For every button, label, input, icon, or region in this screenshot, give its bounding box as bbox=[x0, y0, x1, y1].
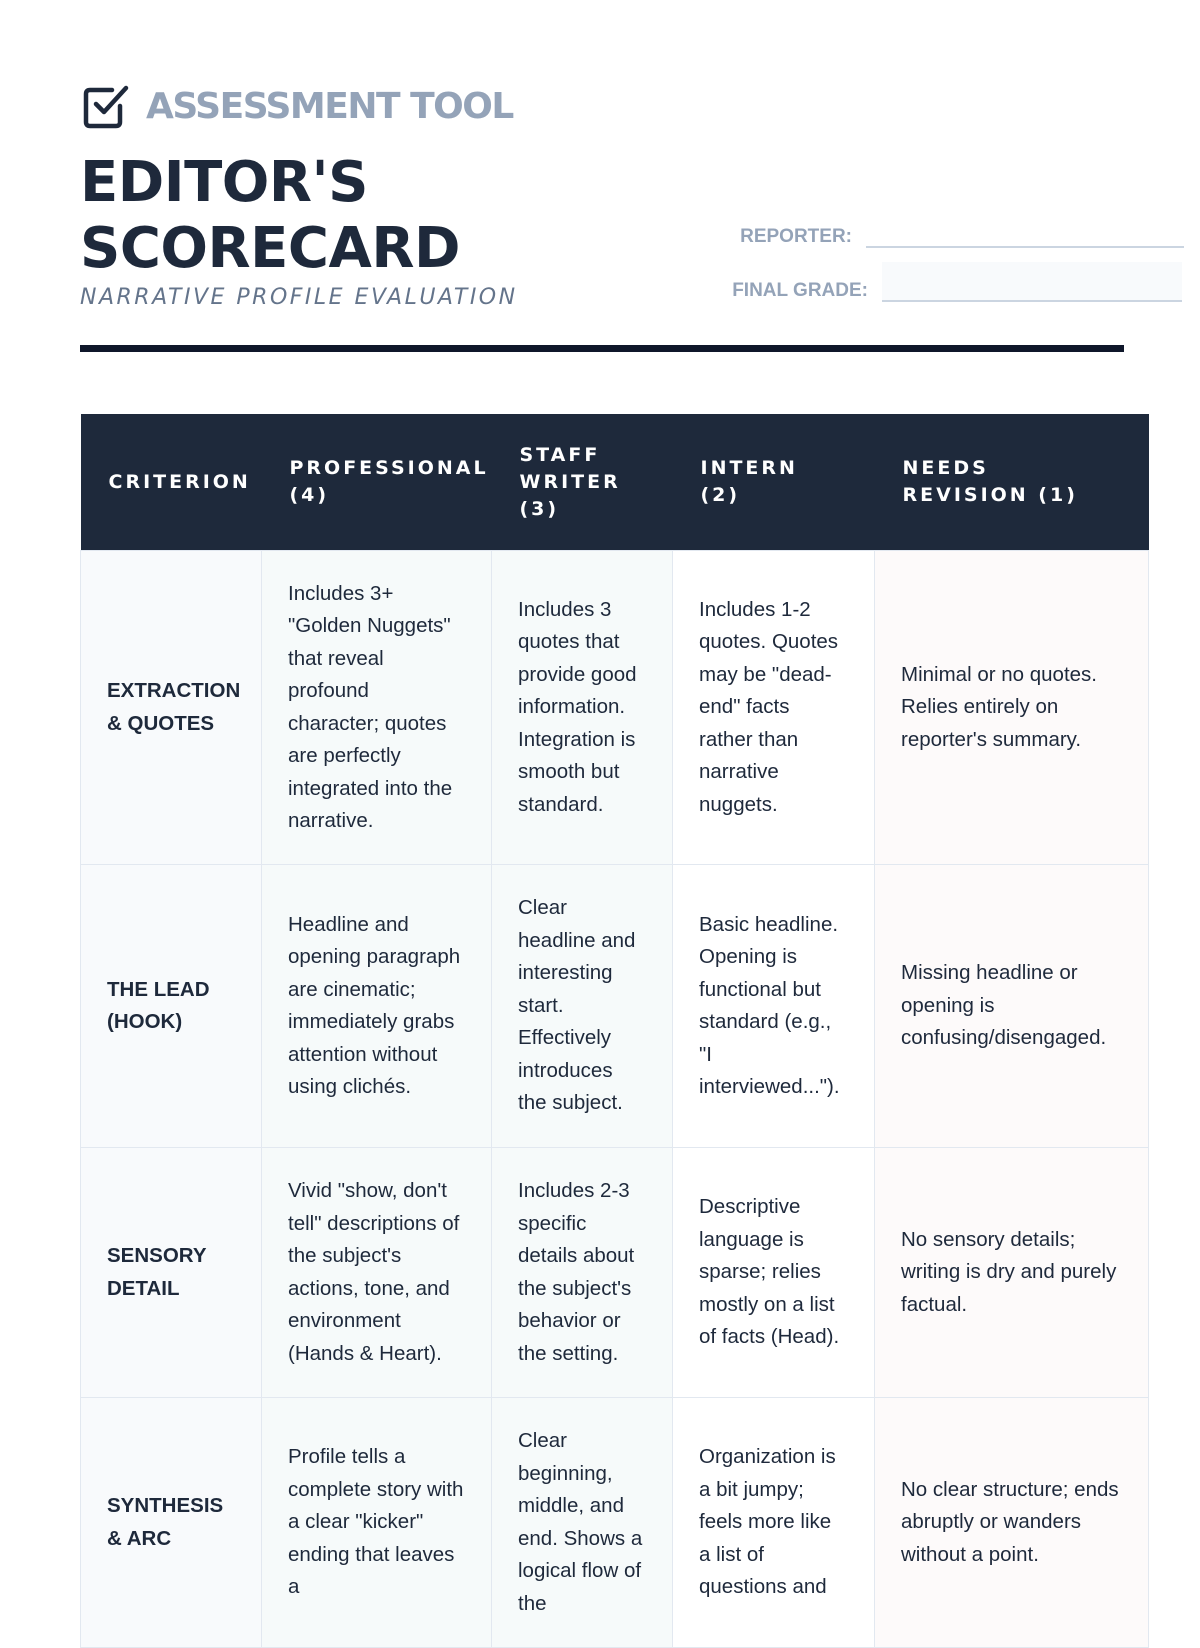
final-grade-label: FINAL GRADE: bbox=[732, 280, 868, 301]
rubric-cell: Missing headline or opening is confusing/disengaged. bbox=[875, 865, 1149, 1148]
rubric-cell: Clear headline and interesting start. Effectively introduces the subject. bbox=[492, 865, 673, 1148]
column-header-criterion: CRITERION bbox=[81, 414, 262, 551]
column-header-needs-revision: NEEDS REVISION (1) bbox=[875, 414, 1149, 551]
kicker-label: ASSESSMENT TOOL bbox=[146, 85, 513, 127]
rubric-cell: No sensory details; writing is dry and purely factual. bbox=[875, 1148, 1149, 1398]
criterion-cell: THE LEAD (HOOK) bbox=[81, 865, 262, 1148]
rubric-cell: Includes 1-2 quotes. Quotes may be "dead-end" facts rather than narrative nuggets. bbox=[673, 551, 875, 865]
final-grade-input[interactable] bbox=[882, 262, 1182, 302]
checkbox-check-icon bbox=[80, 80, 132, 132]
page-subtitle: NARRATIVE PROFILE EVALUATION bbox=[80, 285, 518, 310]
rubric-cell: Descriptive language is sparse; relies mostly on a list of facts (Head). bbox=[673, 1148, 875, 1398]
rubric-cell: Clear beginning, middle, and end. Shows a logical flow of the bbox=[492, 1398, 673, 1648]
table-row bbox=[81, 1398, 1149, 1648]
rubric-cell: Includes 3+ "Golden Nuggets" that reveal profound character; quotes are perfectly integrated into the narrative. bbox=[262, 551, 492, 865]
reporter-field-row bbox=[660, 210, 1184, 250]
table-row bbox=[81, 1148, 1149, 1398]
table-row bbox=[81, 865, 1149, 1148]
column-header-staff-writer: STAFF WRITER (3) bbox=[492, 414, 673, 551]
rubric-cell: Includes 3 quotes that provide good information. Integration is smooth but standard. bbox=[492, 551, 673, 865]
rubric-cell: Vivid "show, don't tell" descriptions of the subject's actions, tone, and environment (Hands & Heart). bbox=[262, 1148, 492, 1398]
reporter-input[interactable] bbox=[866, 210, 1184, 248]
criterion-cell: EXTRACTION & QUOTES bbox=[81, 551, 262, 865]
rubric-cell: Includes 2-3 specific details about the subject's behavior or the setting. bbox=[492, 1148, 673, 1398]
table-row bbox=[81, 551, 1149, 865]
reporter-label: REPORTER: bbox=[740, 226, 852, 247]
rubric-cell: Headline and opening paragraph are cinematic; immediately grabs attention without using clichés. bbox=[262, 865, 492, 1148]
column-header-intern: INTERN (2) bbox=[673, 414, 875, 551]
page-title bbox=[80, 150, 600, 282]
criterion-cell: SYNTHESIS & ARC bbox=[81, 1398, 262, 1648]
table-header-row bbox=[81, 414, 1149, 551]
rubric-cell: Profile tells a complete story with a clear "kicker" ending that leaves a bbox=[262, 1398, 492, 1648]
rubric-cell: No clear structure; ends abruptly or wanders without a point. bbox=[875, 1398, 1149, 1648]
rubric-cell: Basic headline. Opening is functional but standard (e.g., "I interviewed..."). bbox=[673, 865, 875, 1148]
criterion-cell: SENSORY DETAIL bbox=[81, 1148, 262, 1398]
rubric-cell: Organization is a bit jumpy; feels more like a list of questions and bbox=[673, 1398, 875, 1648]
rubric-table bbox=[80, 414, 1149, 1648]
header-divider bbox=[80, 345, 1124, 352]
column-header-professional: PROFESSIONAL (4) bbox=[262, 414, 492, 551]
title-line-1: EDITOR'S bbox=[80, 150, 368, 215]
header-kicker bbox=[80, 80, 513, 132]
title-line-2: SCORECARD bbox=[80, 216, 460, 281]
grade-field-row bbox=[660, 262, 1182, 304]
rubric-cell: Minimal or no quotes. Relies entirely on reporter's summary. bbox=[875, 551, 1149, 865]
